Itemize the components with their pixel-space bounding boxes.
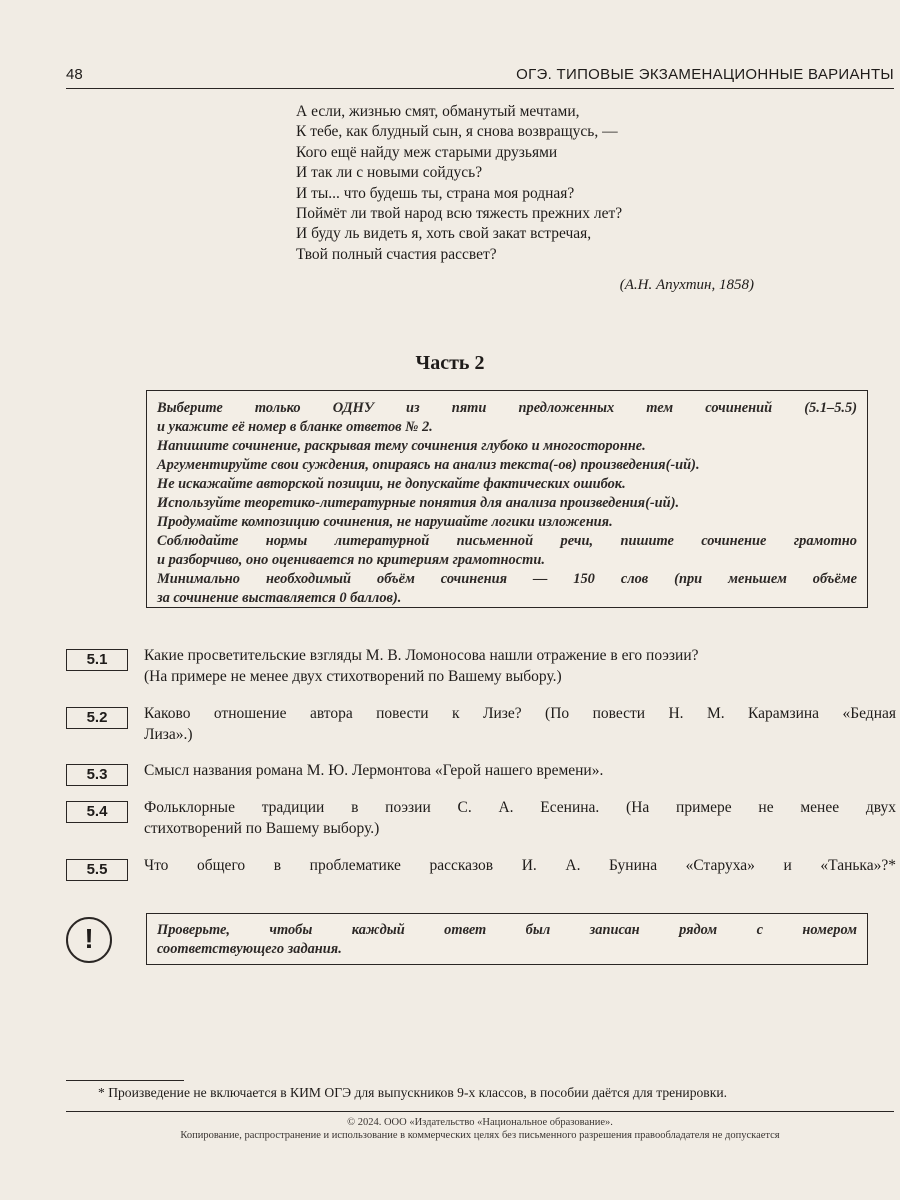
task-text — [144, 760, 896, 781]
instruction-line: Выберите только ОДНУ из пяти предложенных тем сочинений (5.1–5.5) — [157, 400, 857, 416]
instruction-line: за сочинение выставляется 0 баллов). — [157, 590, 402, 606]
instruction-line: Продумайте композицию сочинения, не нарушайте логики изложения. — [157, 514, 613, 530]
instructions-box — [146, 390, 868, 608]
task-text — [144, 797, 896, 839]
poem-line: А если, жизнью смят, обманутый мечтами, — [296, 103, 580, 120]
task-text — [144, 645, 896, 687]
task-number-box: 5.4 — [66, 801, 128, 823]
copyright — [66, 1116, 894, 1142]
instruction-line: Не искажайте авторской позиции, не допускайте фактических ошибок. — [157, 476, 626, 492]
poem-line: И ты... что будешь ты, страна моя родная? — [296, 184, 575, 202]
task-text-line: Смысл названия романа М. Ю. Лермонтова «Герой нашего времени». — [144, 762, 604, 779]
instruction-line: Напишите сочинение, раскрывая тему сочинения глубоко и многосторонне. — [157, 438, 646, 454]
running-title: ОГЭ. ТИПОВЫЕ ЭКЗАМЕНАЦИОННЫЕ ВАРИАНТЫ — [516, 66, 894, 83]
poem — [296, 102, 776, 265]
warning-box — [146, 913, 868, 965]
task-number-box: 5.1 — [66, 649, 128, 671]
poem-line: И так ли с новыми сойдусь? — [296, 164, 483, 182]
poem-line: Поймёт ли твой народ всю тяжесть прежних лет? — [296, 205, 623, 223]
warning-line: соответствующего задания. — [157, 941, 342, 957]
poem-line: И буду ль видеть я, хоть свой закат встречая, — [296, 225, 592, 243]
warning-line: Проверьте, чтобы каждый ответ был записан рядом с номером — [157, 922, 857, 938]
task-text-line: Каково отношение автора повести к Лизе? (По повести Н. М. Карамзина «Бедная — [144, 705, 896, 722]
task-text-line: стихотворений по Вашему выбору.) — [144, 820, 380, 837]
page-number: 48 — [66, 66, 83, 83]
poem-line: Кого ещё найду меж старыми друзьями — [296, 143, 558, 161]
copyright-divider — [66, 1111, 894, 1112]
task-text-line: Фольклорные традиции в поэзии С. А. Есенина. (На примере не менее двух — [144, 799, 896, 816]
task-text-line: Что общего в проблематике рассказов И. А. Бунина «Старуха» и «Танька»?* — [144, 857, 896, 874]
task-text — [144, 703, 896, 745]
instruction-line: и разборчиво, оно оценивается по критериям грамотности. — [157, 552, 545, 568]
exclamation-icon: ! — [66, 917, 112, 963]
footnote: * Произведение не включается в КИМ ОГЭ для выпускников 9-х классов, в пособии даётся для тренировки. — [98, 1085, 727, 1100]
instruction-line: Минимально необходимый объём сочинения — 150 слов (при меньшем объёме — [157, 571, 857, 587]
task-number-box: 5.3 — [66, 764, 128, 786]
poem-line: К тебе, как блудный сын, я снова возвращусь, — — [296, 123, 618, 141]
instruction-line: Используйте теоретико-литературные понятия для анализа произведения(-ий). — [157, 495, 680, 511]
instruction-line: Соблюдайте нормы литературной письменной речи, пишите сочинение грамотно — [157, 533, 857, 549]
task-text-line: Лиза».) — [144, 726, 193, 743]
instruction-line: и укажите её номер в бланке ответов № 2. — [157, 419, 433, 435]
copyright-line: Копирование, распространение и использование в коммерческих целях без письменного разрешения правообладателя не допускается — [180, 1130, 780, 1141]
task-text-line: (На примере не менее двух стихотворений по Вашему выбору.) — [144, 668, 562, 685]
task-text-line: Какие просветительские взгляды М. В. Ломоносова нашли отражение в его поэзии? — [144, 647, 699, 664]
part-title: Часть 2 — [415, 352, 485, 374]
poem-attribution: (А.Н. Апухтин, 1858) — [619, 277, 754, 293]
task-text — [144, 855, 896, 876]
task-number-box: 5.5 — [66, 859, 128, 881]
page-header — [66, 66, 894, 89]
footnote-divider — [66, 1080, 184, 1081]
instruction-line: Аргументируйте свои суждения, опираясь на анализ текста(-ов) произведения(-ий). — [157, 457, 700, 473]
task-number-box: 5.2 — [66, 707, 128, 729]
copyright-line: © 2024. ООО «Издательство «Национальное образование». — [347, 1117, 613, 1128]
poem-line: Твой полный счастия рассвет? — [296, 245, 497, 263]
